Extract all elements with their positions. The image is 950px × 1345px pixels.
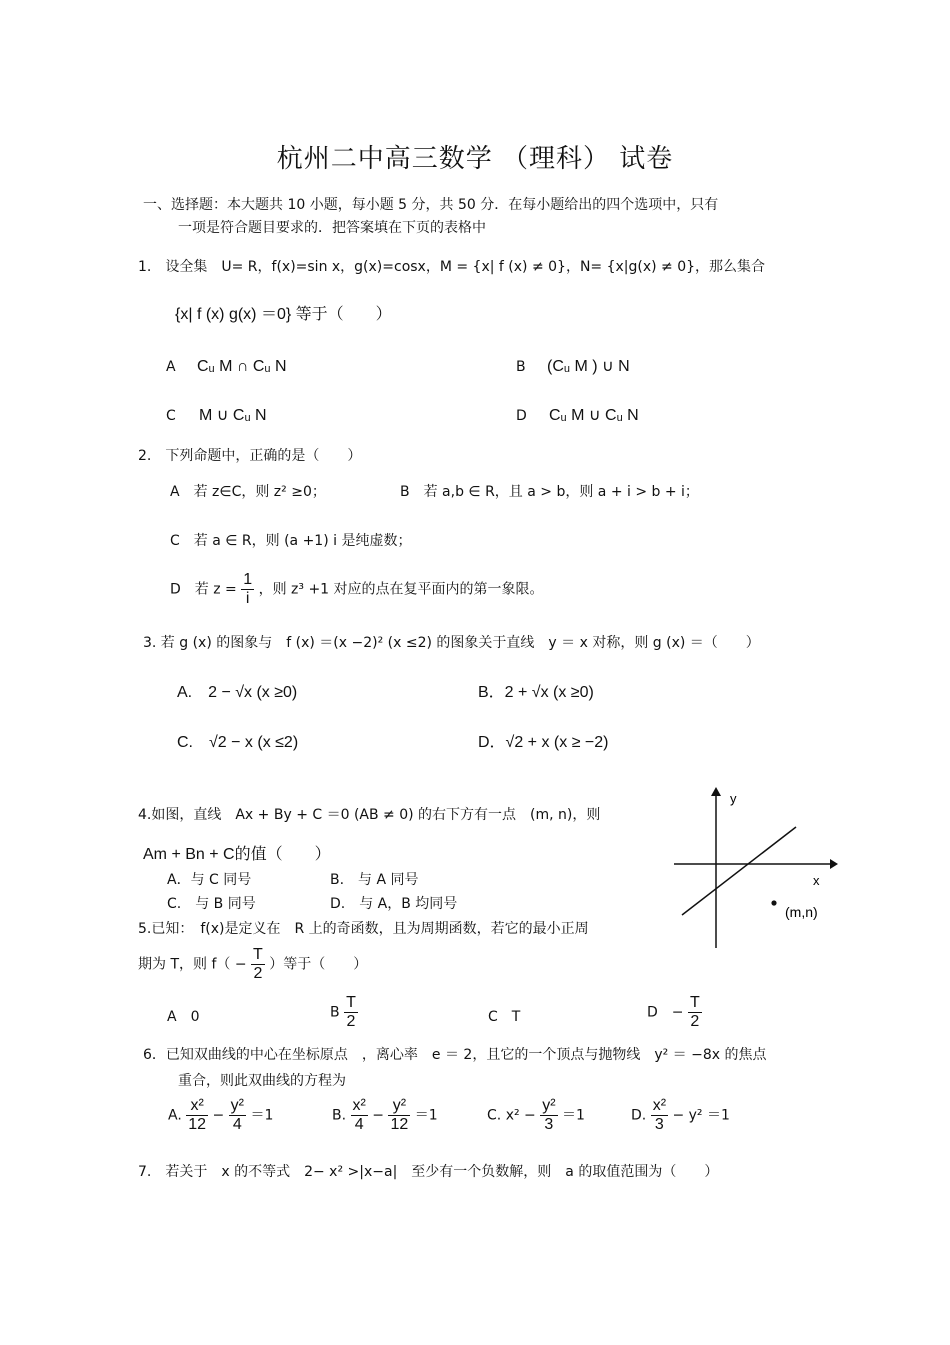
q5-option-c: C T [488,1009,521,1025]
q6-option-a-denominator-1: 12 [188,1116,207,1133]
q6-option-a-fraction-1 [186,1097,208,1134]
q6-option-a-label: A. [168,1107,182,1124]
q5-stem-2-pre: 期为 T，则 f（ − [138,956,247,973]
q6-option-a-numerator-1: x² [186,1097,208,1116]
q6-option-d-post: − y² ＝1 [672,1107,730,1124]
q1-option-d: Cᵤ M ∪ Cᵤ N [549,407,639,424]
x-axis-label: x [813,873,820,888]
point-mn [771,900,776,905]
point-label: (m,n) [785,904,818,920]
q2-option-d-pre: D 若 z = [170,581,237,598]
q2-option-c: C 若 a ∈ R，则 (a +1) i 是纯虚数； [170,533,412,549]
q2-stem: 2. 下列命题中，正确的是（ ） [138,448,362,464]
q2-option-b: B 若 a,b ∈ R，且 a > b，则 a + i > b + i； [400,484,699,500]
q6-option-c-rhs: ＝1 [562,1107,585,1124]
q6-option-c-denominator: 3 [544,1116,554,1133]
q3-option-a: A. 2 − √x (x ≥0) [177,684,298,701]
q2-option-a: A 若 z∈C，则 z² ≥0； [170,484,326,500]
q6-option-b-denominator-1: 4 [354,1116,364,1133]
q6-option-c [487,1097,585,1134]
q4-coordinate-graph [668,786,838,951]
q3-option-d: D．√2 + x (x ≥ −2) [478,734,609,751]
q6-stem-2: 重合，则此双曲线的方程为 [178,1073,346,1089]
q5-option-d-numerator: T [689,994,700,1011]
q4-option-b: B. 与 A 同号 [330,872,419,888]
x-axis-arrow-icon [830,859,838,869]
q2-option-d-post: ，则 z³ +1 对应的点在复平面内的第一象限。 [258,581,544,598]
q1-stem-2: {x| f (x) g(x) ＝0} 等于（ ） [175,306,392,323]
q6-option-d-fraction [651,1097,668,1134]
q2-option-d-denominator: i [245,590,250,607]
q6-option-d-denominator: 3 [654,1116,664,1133]
q3-stem: 3. 若 g (x) 的图象与 f (x) ＝(x −2)² (x ≤2) 的图象关于直线 y ＝ x 对称，则 g (x) ＝（ ） [143,635,760,651]
q4-stem: 4.如图，直线 Ax + By + C ＝0 (AB ≠ 0) 的右下方有一点 (m, n)，则 [138,807,601,823]
page-title: 杭州二中高三数学 （理科） 试卷 [276,144,674,174]
q6-option-c-pre: x² − [505,1107,536,1124]
y-axis-label: y [730,791,737,806]
q5-option-b-denominator: 2 [346,1013,356,1030]
q6-option-b-denominator-2: 12 [390,1116,409,1133]
q6-option-b-fraction-2 [388,1097,410,1134]
q1-option-c-label: C [166,408,176,424]
y-axis-arrow-icon [711,787,721,796]
q1-option-c: M ∪ Cᵤ N [199,407,267,424]
q2-option-d-fraction [241,571,254,608]
q6-option-a: A. $\frac{\text{x²}}{12}$ − $\frac{\text{y²}}{4}$ ＝1 [168,1097,274,1133]
section-intro-line2: 一项是符合题目要求的．把答案填在下页的表格中 [178,220,486,236]
q5-stem-fraction [251,946,265,983]
q1-option-a-label: A [166,359,176,375]
q7-stem: 7. 若关于 x 的不等式 2− x² >|x−a| 至少有一个负数解，则 a 的取值范围为（ ） [138,1164,719,1180]
q1-option-d-label: D [516,408,527,424]
q3-option-c: C. √2 − x (x ≤2) [177,734,299,751]
q5-stem-denominator: 2 [253,965,263,982]
q6-option-d-label: D. [631,1107,647,1124]
q4-option-c: C. 与 B 同号 [167,896,256,912]
line-ax-by-c [682,827,796,915]
q6-option-b-rhs: ＝1 [414,1107,438,1124]
q4-stem-2: Am + Bn + C的值（ ） [143,846,331,863]
q5-stem-2 [138,946,367,983]
q5-option-d-denominator: 2 [690,1013,700,1030]
q6-option-a-fraction-2 [229,1097,246,1134]
q6-option-b-numerator-1: x² [352,1097,366,1114]
q6-option-a-denominator-2: 4 [232,1116,242,1133]
q5-stem-numerator: T [253,946,263,963]
q6-option-b-label: B. [332,1107,347,1124]
section-intro-line1: 一、选择题：本大题共 10 小题，每小题 5 分，共 50 分．在每小题给出的四个选项中，只有 [143,197,719,213]
q6-option-c-label: C. [487,1107,502,1124]
q4-option-d: D. 与 A，B 均同号 [330,896,458,912]
q1-option-b-label: B [516,359,526,375]
q5-option-b-label: B [330,1004,340,1021]
q6-option-d-numerator: x² [652,1097,667,1114]
q5-option-d [647,994,702,1031]
q1-option-a: Cᵤ M ∩ Cᵤ N [197,358,287,375]
q6-option-b-fraction-1 [351,1097,368,1134]
q1-option-b: (Cᵤ M ) ∪ N [547,358,630,375]
q2-option-d-numerator: 1 [243,571,253,588]
q6-option-a-numerator-2: y² [230,1097,244,1114]
q6-option-b-numerator-2: y² [388,1097,410,1116]
q5-option-b-numerator: T [346,994,356,1011]
q6-option-b: B. $\frac{\text{x²}}{4}$ − $\frac{\text{y²}}{12}$ ＝1 [332,1097,438,1133]
q3-option-b: B．2 + √x (x ≥0) [478,684,594,701]
q1-stem: 1. 设全集 U= R，f(x)=sin x，g(x)=cosx，M = {x| f (x) ≠ 0}，N= {x|g(x) ≠ 0}，那么集合 [138,259,766,275]
q5-stem: 5.已知： f(x)是定义在 R 上的奇函数，且为周期函数，若它的最小正周 [138,921,589,937]
q5-option-d-fraction [688,994,702,1031]
q6-option-c-numerator: y² [542,1097,556,1114]
q5-stem-2-post: ）等于（ ） [269,956,368,973]
q5-option-b [330,994,358,1031]
q6-option-c-fraction [540,1097,557,1134]
q6-option-a-rhs: ＝1 [250,1107,274,1124]
q5-option-b-fraction [344,994,358,1031]
q5-option-d-label: D − [647,1004,684,1021]
q4-option-a: A．与 C 同号 [167,872,252,888]
q5-option-a: A 0 [167,1009,200,1025]
q6-stem: 6．已知双曲线的中心在坐标原点 ，离心率 e ＝ 2，且它的一个顶点与抛物线 y² ＝ −8x 的焦点 [143,1047,767,1063]
q2-option-d [170,571,544,608]
q6-option-d [631,1097,730,1134]
